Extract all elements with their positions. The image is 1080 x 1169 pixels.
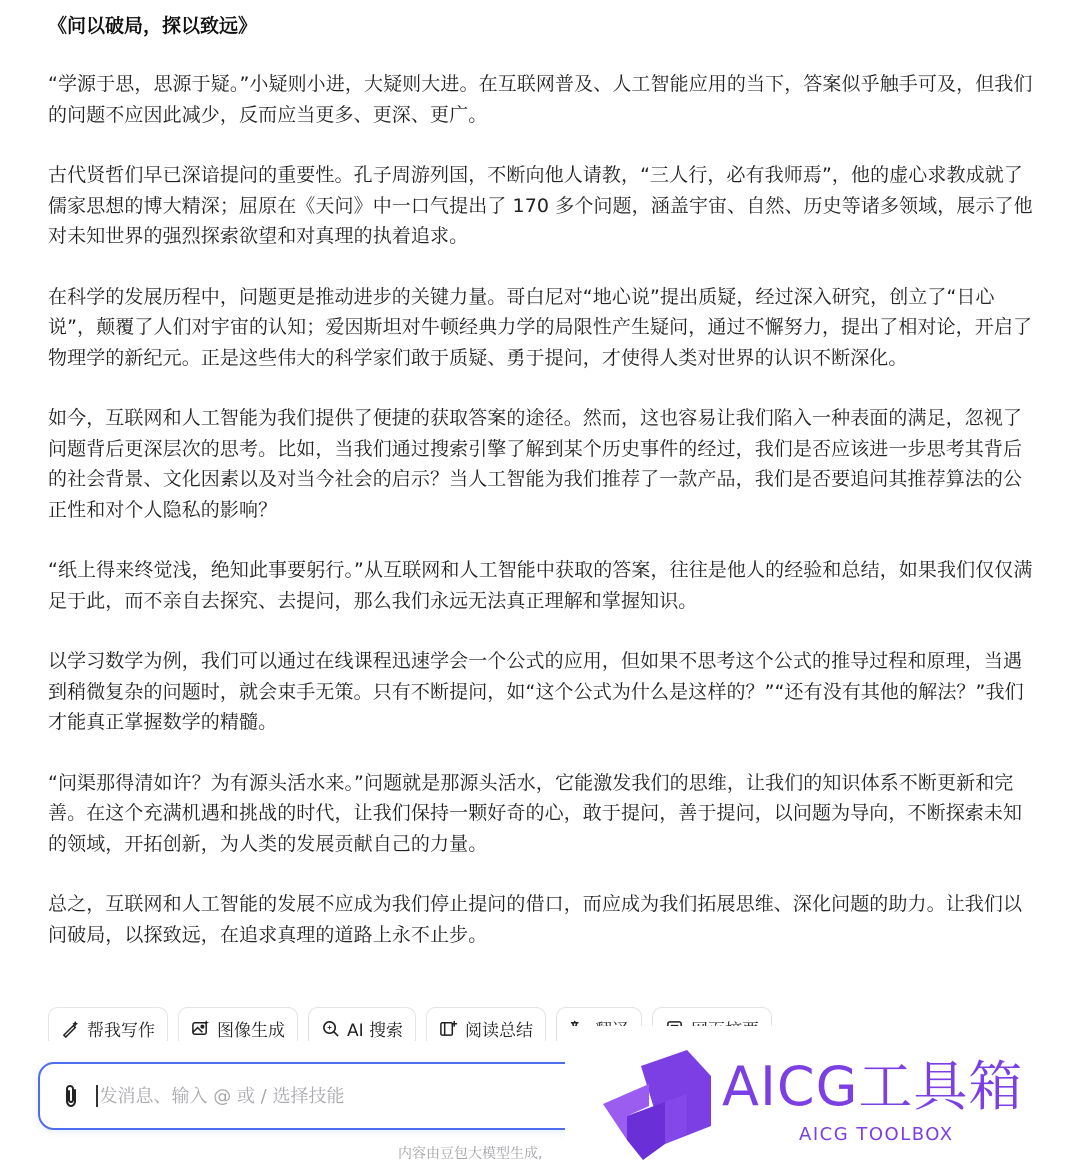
watermark-subtitle: AICG TOOLBOX (799, 1124, 954, 1145)
essay-paragraph: “学源于思，思源于疑。”小疑则小进，大疑则大进。在互联网普及、人工智能应用的当下，答案似乎触手可及，但我们的问题不应因此减少，反而应当更多、更深、更广。 (48, 73, 1033, 126)
essay-paragraph: 如今，互联网和人工智能为我们提供了便捷的获取答案的途径。然而，这也容易让我们陷入一种表面的满足，忽视了问题背后更深层次的思考。比如，当我们通过搜索引擎了解到某个历史事件的经过，我们是否应该进一步思考其背后的社会背景、文化因素以及对当今社会的启示？当人工智能为我们推荐了一款产品，我们是否要追问其推荐算法的公正性和对个人隐私的影响？ (48, 407, 1023, 521)
text-caret (96, 1085, 98, 1107)
search-icon (321, 1019, 340, 1038)
skill-write-button[interactable] (48, 1007, 168, 1041)
essay-title: 《问以破局，探以致远》 (48, 15, 258, 37)
aicg-logo-icon (603, 1046, 715, 1164)
essay-paragraph: 总之，互联网和人工智能的发展不应成为我们停止提问的借口，而应成为我们拓展思维、深化问题的助力。让我们以问破局，以探致远，在追求真理的道路上永不止步。 (48, 893, 1023, 946)
watermark-title: AICG工具箱 (722, 1055, 1024, 1118)
essay-paragraph: “纸上得来终觉浅，绝知此事要躬行。”从互联网和人工智能中获取的答案，往往是他人的经验和总结，如果我们仅仅满足于此，而不亲自去探究、去提问，那么我们永远无法真正理解和掌握知识。 (48, 559, 1033, 612)
ai-disclaimer: 内容由豆包大模型生成, (398, 1146, 543, 1162)
aicg-watermark (565, 1026, 1080, 1169)
essay-paragraph: 在科学的发展历程中，问题更是推动进步的关键力量。哥白尼对“地心说”提出质疑，经过深入研究，创立了“日心说”，颠覆了人们对宇宙的认知；爱因斯坦对牛顿经典力学的局限性产生疑问，通过不懈努力，提出了相对论，开启了物理学的新纪元。正是这些伟大的科学家们敢于质疑、勇于提问，才使得人类对世界的认识不断深化。 (48, 285, 1033, 369)
skill-ai-search-button[interactable] (308, 1007, 416, 1041)
essay-paragraph: 古代贤哲们早已深谙提问的重要性。孔子周游列国，不断向他人请教，“三人行，必有我师焉”，他的虚心求教成就了儒家思想的博大精深；屈原在《天问》中一口气提出了 170 多个问题，涵盖宇宙、自然、历史等诸多领域，展示了他对未知世界的强烈探索欲望和对真理的执着追求。 (48, 164, 1033, 247)
skill-label: 帮我写作 (87, 1020, 155, 1041)
essay-paragraph: “问渠那得清如许？为有源头活水来。”问题就是那源头活水，它能激发我们的思维，让我们的知识体系不断更新和完善。在这个充满机遇和挑战的时代，让我们保持一颗好奇的心，敢于提问，善于提问，以问题为导向，不断探索未知的领域，开拓创新，为人类的发展贡献自己的力量。 (48, 771, 1023, 855)
skill-read-summary-button[interactable] (426, 1007, 546, 1041)
skill-label: 阅读总结 (465, 1020, 534, 1041)
book-icon (439, 1019, 458, 1038)
skill-label: 图像生成 (217, 1020, 285, 1041)
skill-label: AI 搜索 (347, 1020, 404, 1041)
essay-paragraph: 以学习数学为例，我们可以通过在线课程迅速学会一个公式的应用，但如果不思考这个公式的推导过程和原理，当遇到稍微复杂的问题时，就会束手无策。只有不断提问，如“这个公式为什么是这样的？”“还有没有其他的解法？”我们才能真正掌握数学的精髓。 (48, 650, 1024, 733)
essay-article (48, 10, 1033, 980)
pen-icon (61, 1019, 80, 1038)
paperclip-icon[interactable] (60, 1083, 82, 1109)
skill-image-button[interactable] (178, 1007, 298, 1041)
image-icon (191, 1019, 210, 1038)
